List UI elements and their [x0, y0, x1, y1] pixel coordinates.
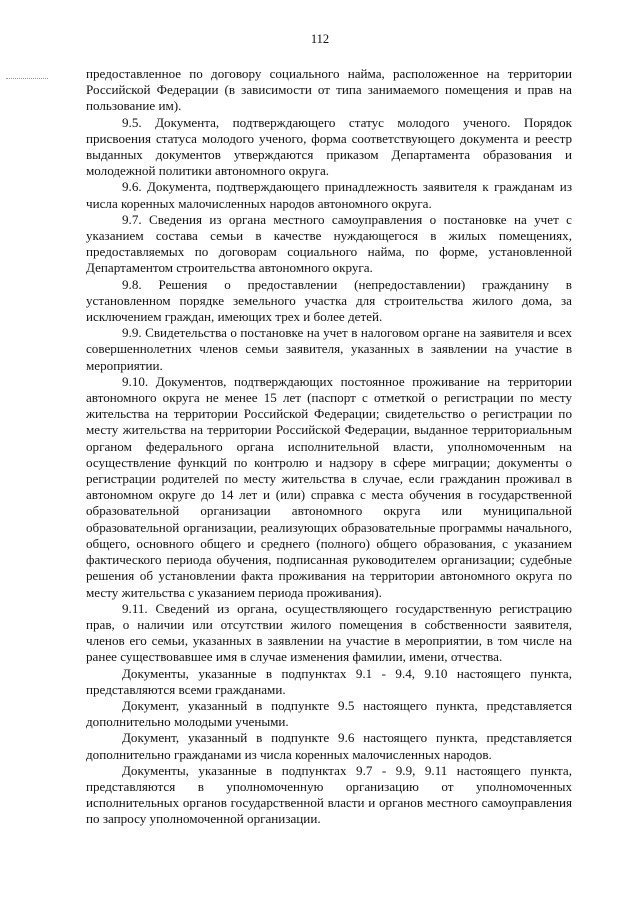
- document-body: [86, 66, 572, 828]
- paragraph-note-all: Документы, указанные в подпунктах 9.1 - 9.4, 9.10 настоящего пункта, представляются всеми гражданами.: [86, 665, 572, 697]
- paragraph-note-young-scientists: Документ, указанный в подпункте 9.5 настоящего пункта, представляется дополнительно молодыми учеными.: [86, 697, 572, 730]
- paragraph-continuation: предоставленное по договору социального найма, расположенное на территории Российской Федерации (в зависимости от типа занимаемого помещения и прав на пользование им).: [86, 66, 572, 114]
- paragraph-item-9-10: 9.10. Документов, подтверждающих постоянное проживание на территории автономного округа не менее 15 лет (паспорт с отметкой о регистрации по месту жительства на территории Российской Федерации; свидетельство о регистрации по месту жительства на территории Российской Федерации, выданное территориальным органом федерального органа исполнительной власти, уполномоченным на осуществление функций по контролю и надзору в сфере миграции; документы о регистрации родителей по месту жительства в случае, если гражданин проживал в автономном округе до 14 лет и (или) справка с места обучения в государственной образовательной организации автономного округа или муниципальной образовательной организации, реализующих образовательные программы начального, общего, основного общего и среднего (полного) общего образования, с указанием фактического периода обучения, подписанная руководителем организации; судебные решения об установлении факта проживания на территории автономного округа по месту жительства с указанием периода проживания).: [86, 373, 572, 600]
- paragraph-note-authorized-org: Документы, указанные в подпунктах 9.7 - 9.9, 9.11 настоящего пункта, представляются в уполномоченную организацию от уполномоченных исполнительных органов государственной власти и органов местного самоуправления по запросу уполномоченной организации.: [86, 762, 572, 827]
- paragraph-note-indigenous: Документ, указанный в подпункте 9.6 настоящего пункта, представляется дополнительно гражданами из числа коренных малочисленных народов.: [86, 730, 572, 762]
- paragraph-item-9-11: 9.11. Сведений из органа, осуществляющего государственную регистрацию прав, о наличии или отсутствии жилого помещения в собственности заявителя, членов его семьи, указанных в заявлении на участие в мероприятии, в том числе на ранее существовавшее имя в случае изменения фамилии, имени, отчества.: [86, 600, 572, 665]
- paragraph-item-9-9: 9.9. Свидетельства о постановке на учет в налоговом органе на заявителя и всех совершеннолетних членов семьи заявителя, указанных в заявлении на участие в мероприятии.: [86, 325, 572, 373]
- paragraph-item-9-6: 9.6. Документа, подтверждающего принадлежность заявителя к гражданам из числа коренных малочисленных народов автономного округа.: [86, 179, 572, 211]
- paragraph-item-9-5: 9.5. Документа, подтверждающего статус молодого ученого. Порядок присвоения статуса молодого ученого, форма соответствующего документа и реестр выданных документов утверждаются приказом Департамента образования и молодежной политики автономного округа.: [86, 114, 572, 179]
- paragraph-item-9-8: 9.8. Решения о предоставлении (непредоставлении) гражданину в установленном порядке земельного участка для строительства жилого дома, за исключением граждан, имеющих трех и более детей.: [86, 276, 572, 325]
- paragraph-item-9-7: 9.7. Сведения из органа местного самоуправления о постановке на учет с указанием состава семьи в качестве нуждающегося в жилых помещениях, предоставляемых по договорам социального найма, по форме, установленной Департаментом строительства автономного округа.: [86, 211, 572, 276]
- page-number: 112: [310, 32, 330, 46]
- scan-margin-mark: [6, 78, 48, 80]
